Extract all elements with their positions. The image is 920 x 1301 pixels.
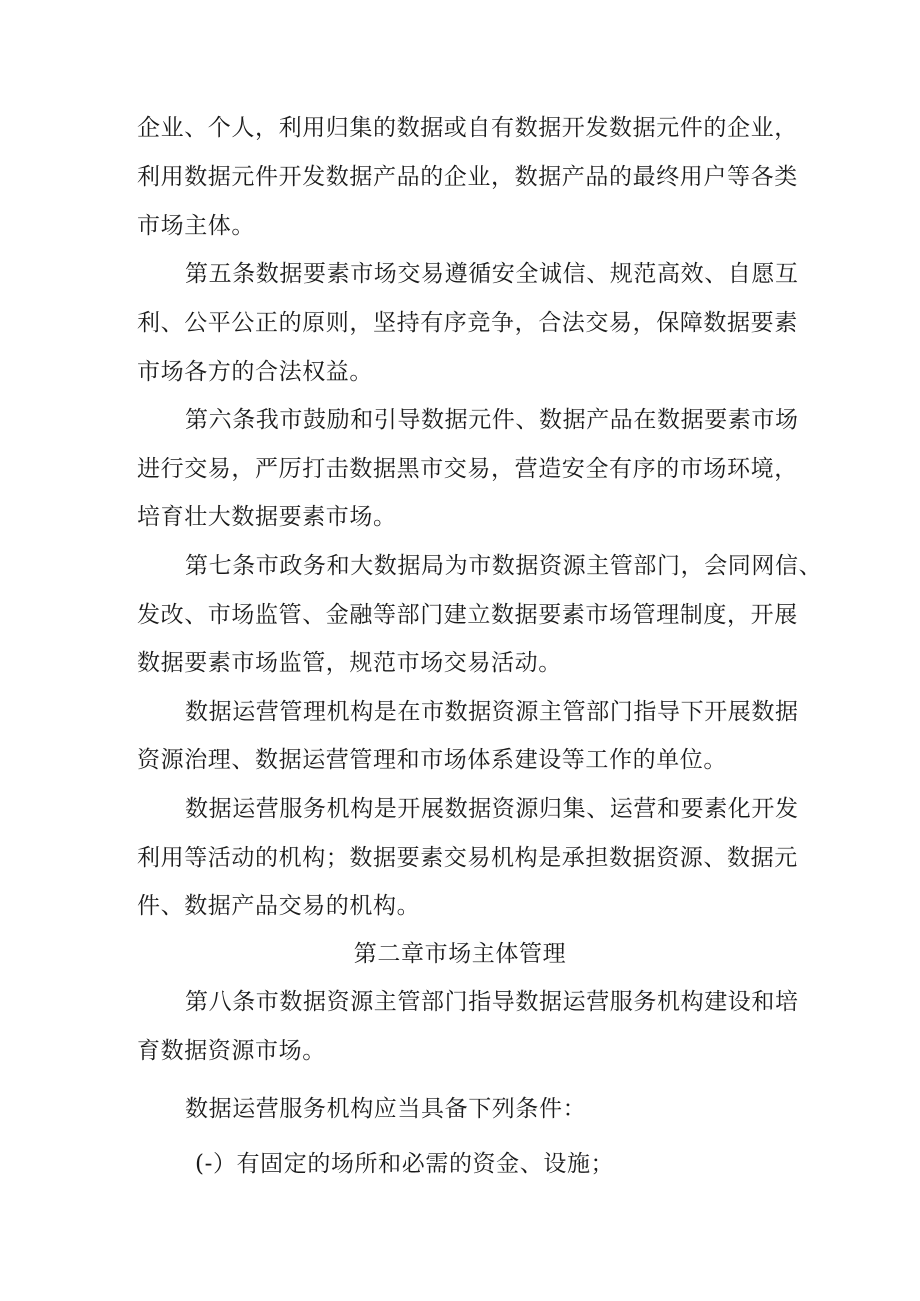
article-7-line: 数据要素市场监管，规范市场交易活动。 xyxy=(137,650,562,676)
article-6-line: 进行交易，严厉打击数据黑市交易，营造安全有序的市场环境， xyxy=(137,456,798,482)
paragraph-line: 资源治理、数据运营管理和市场体系建设等工作的单位。 xyxy=(137,747,727,773)
article-6-line: 第六条我市鼓励和引导数据元件、数据产品在数据要素市场 xyxy=(185,407,799,433)
article-5-line: 利、公平公正的原则，坚持有序竞争，合法交易，保障数据要素 xyxy=(137,310,798,336)
article-5-line: 第五条数据要素市场交易遵循安全诚信、规范高效、自愿互 xyxy=(185,261,799,287)
paragraph-line: 件、数据产品交易的机构。 xyxy=(137,893,421,919)
paragraph-line: 数据运营服务机构是开展数据资源归集、运营和要素化开发 xyxy=(185,796,799,822)
paragraph-line: 数据运营管理机构是在市数据资源主管部门指导下开展数据 xyxy=(185,699,799,725)
paragraph-line: 利用等活动的机构；数据要素交易机构是承担数据资源、数据元 xyxy=(137,845,798,871)
chapter-heading: 第二章市场主体管理 xyxy=(353,941,567,967)
article-8-line: 第八条市数据资源主管部门指导数据运营服务机构建设和培 xyxy=(185,989,799,1015)
article-6-line: 培育壮大数据要素市场。 xyxy=(137,504,397,530)
paragraph-line: 市场主体。 xyxy=(137,213,255,239)
article-5-line: 市场各方的合法权益。 xyxy=(137,359,373,385)
paragraph-line: 企业、个人，利用归集的数据或自有数据开发数据元件的企业， xyxy=(137,115,798,141)
paragraph-line: 利用数据元件开发数据产品的企业，数据产品的最终用户等各类 xyxy=(137,164,798,190)
article-7-line: 发改、市场监管、金融等部门建立数据要素市场管理制度，开展 xyxy=(137,602,798,628)
article-8-line: 育数据资源市场。 xyxy=(137,1038,326,1064)
paragraph-line: 数据运营服务机构应当具备下列条件： xyxy=(185,1096,587,1122)
list-item: (-）有固定的场所和必需的资金、设施； xyxy=(195,1151,615,1177)
article-7-line: 第七条市政务和大数据局为市数据资源主管部门，会同网信、 xyxy=(185,553,823,579)
